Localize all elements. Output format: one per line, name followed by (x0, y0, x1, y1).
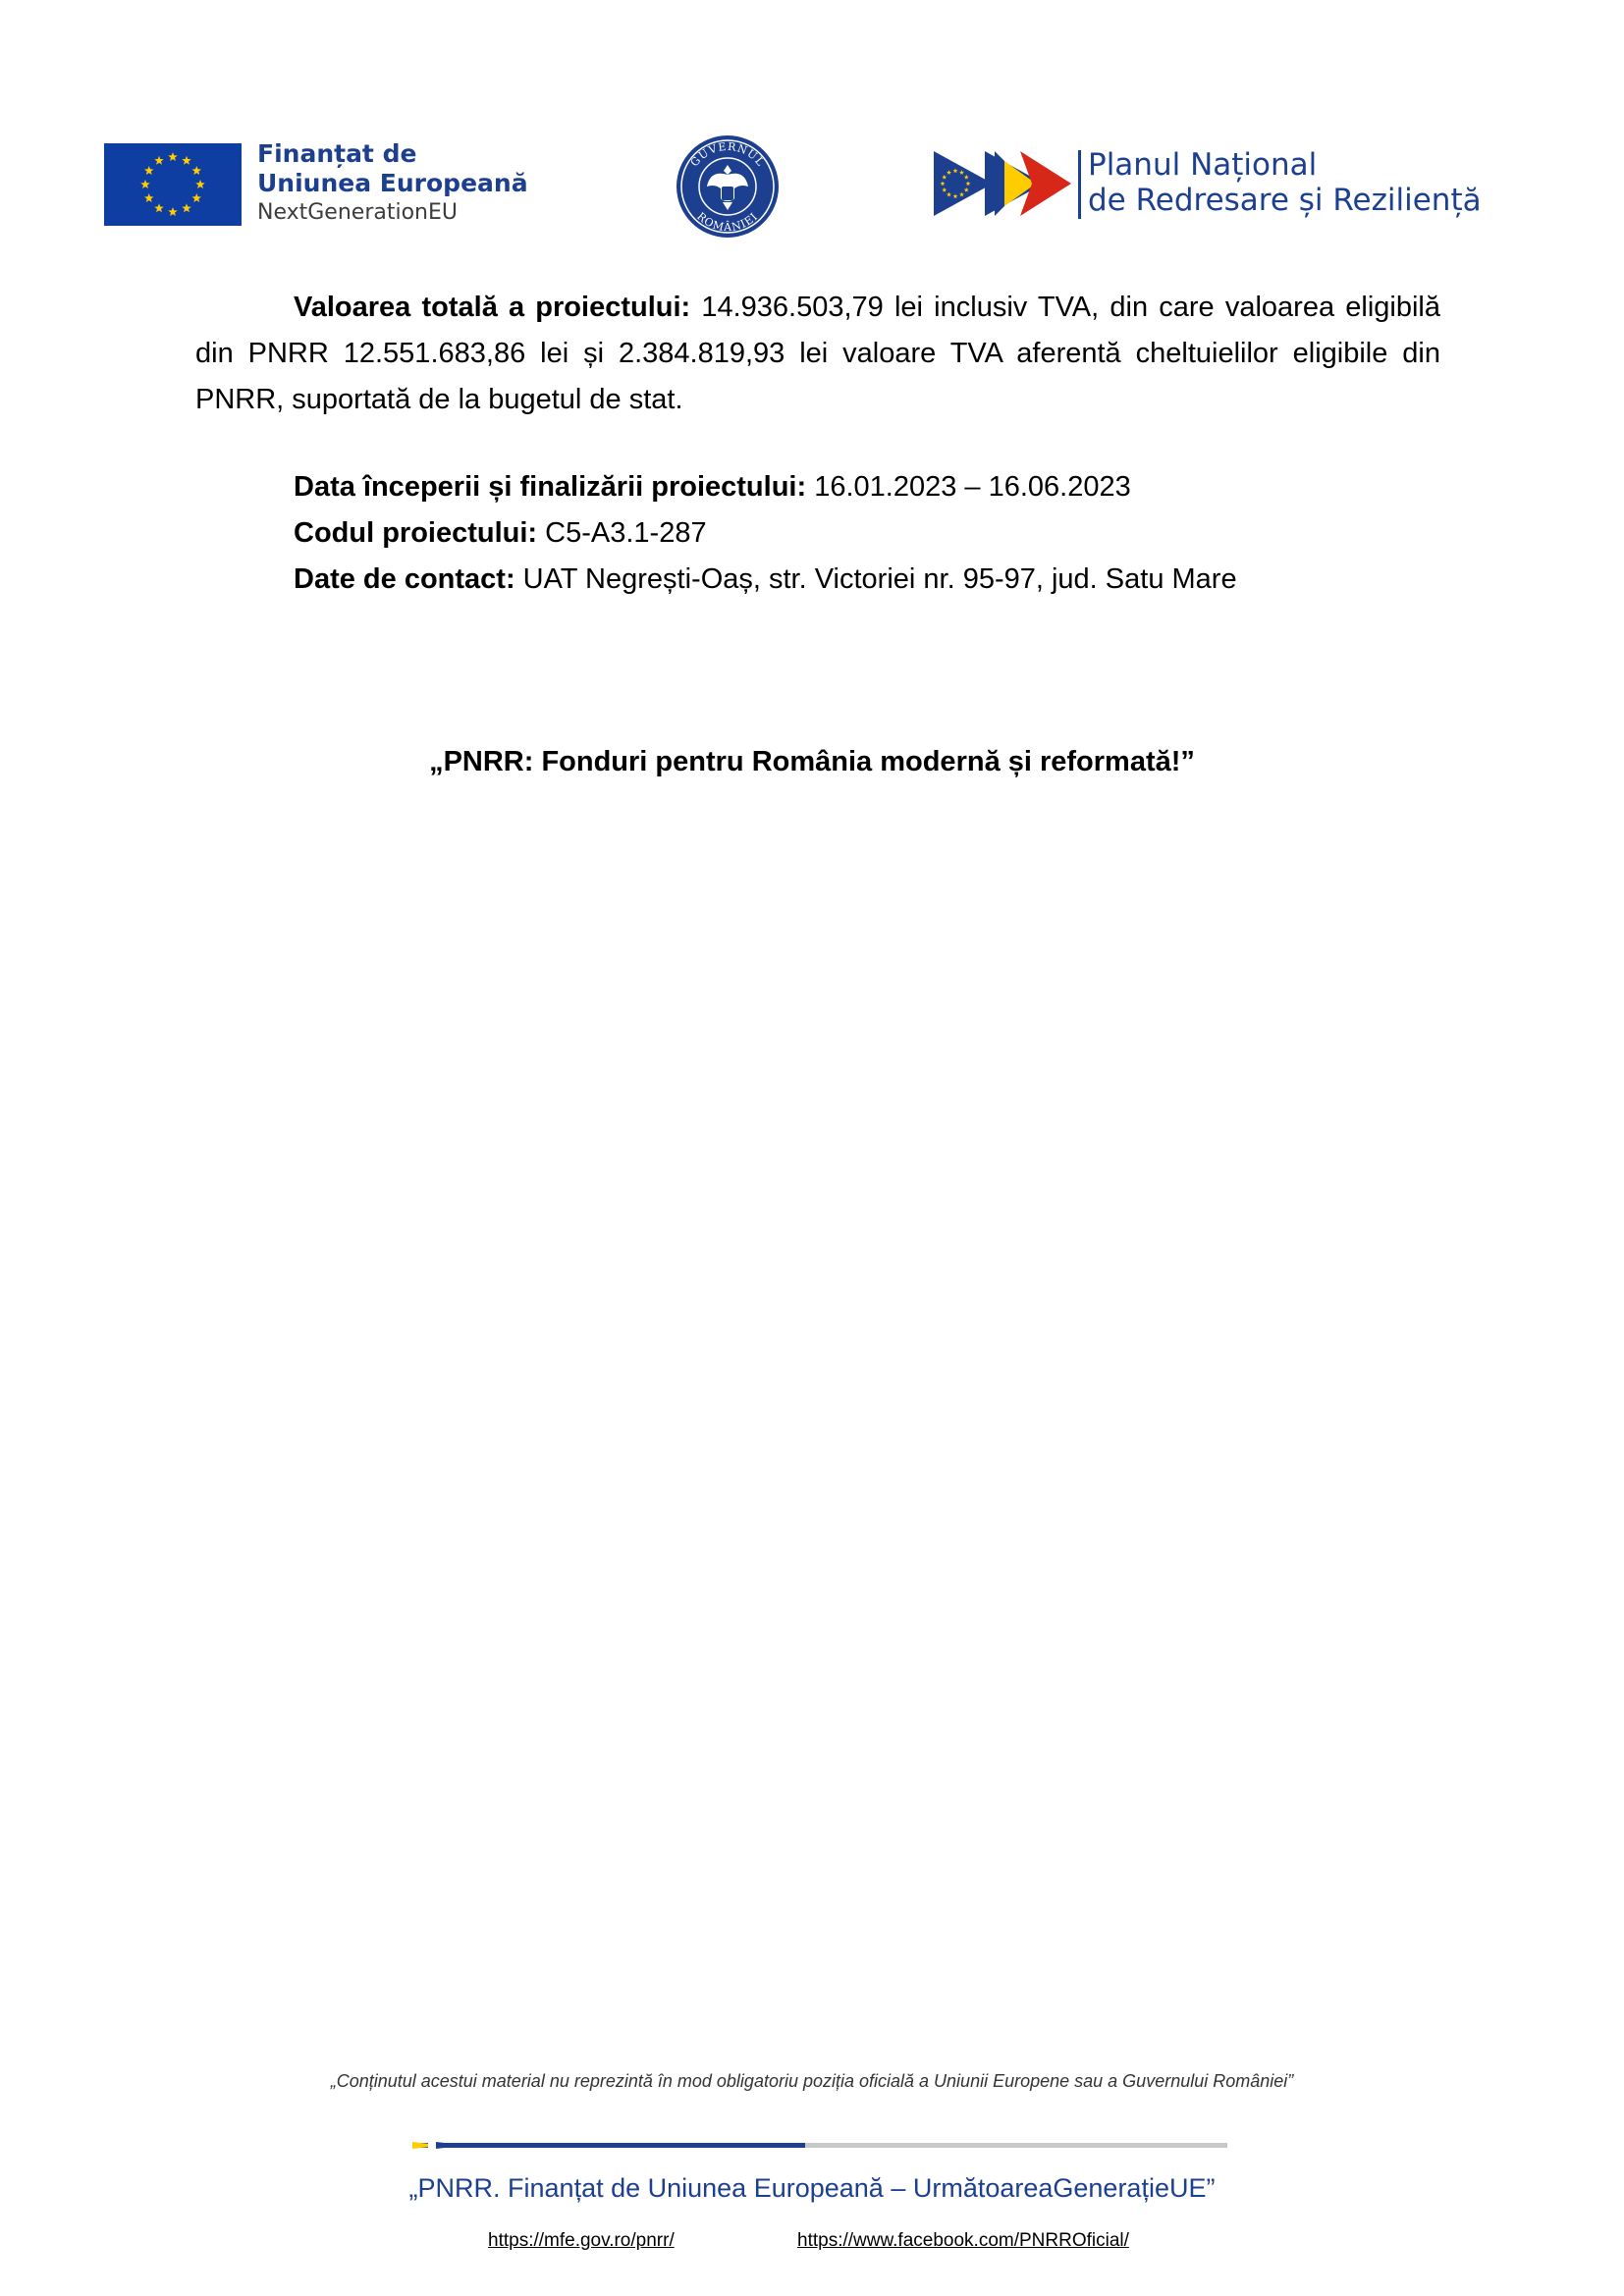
project-code-line (294, 510, 707, 557)
pnrr-slogan: „PNRR: Fonduri pentru România modernă și reformată!” (429, 746, 1195, 777)
star-icon (144, 193, 154, 202)
star-icon (144, 166, 154, 175)
eu-stars-icon (104, 143, 242, 226)
gov-seal-top-text: GUVERNUL (687, 139, 768, 170)
eu-flag-logo (104, 143, 242, 226)
footer-title: „PNRR. Finanțat de Uniunea Europeană – UrmătoareaGenerațieUE” (408, 2173, 1216, 2203)
footer-divider (412, 2136, 1227, 2144)
star-icon (182, 203, 191, 212)
project-dates-line (294, 464, 1131, 510)
project-contact-line (294, 557, 1237, 603)
pnrr-logo-mark (934, 147, 1071, 220)
mfe-pnrr-link[interactable]: https://mfe.gov.ro/pnrr/ (488, 2230, 675, 2251)
facebook-pnrr-link[interactable]: https://www.facebook.com/PNRROficial/ (797, 2230, 1129, 2251)
eu-line-2: Uniunea Europeană (257, 169, 528, 197)
project-code-value: C5-A3.1-287 (537, 517, 707, 549)
star-icon (182, 156, 191, 165)
star-icon (154, 156, 164, 165)
pnrr-line-1: Planul Național (1088, 147, 1318, 183)
project-contact-value: UAT Negrești-Oaș, str. Victoriei nr. 95-97, jud. Satu Mare (514, 563, 1237, 595)
project-contact-label: Date de contact: (294, 563, 515, 595)
eu-line-1: Finanțat de (257, 139, 417, 168)
star-icon (168, 152, 178, 161)
star-icon (154, 203, 164, 212)
footer-disclaimer: „Conținutul acestui material nu reprezintă în mod obligatoriu poziția oficială a Uniunii Europene sau a Guvernului României” (330, 2071, 1294, 2091)
project-dates-label: Data începerii și finalizării proiectului: (294, 471, 807, 503)
project-value-label: Valoarea totală a proiectului: (294, 292, 691, 323)
project-code-label: Codul proiectului: (294, 517, 538, 549)
project-dates-value: 16.01.2023 – 16.06.2023 (806, 471, 1131, 503)
star-icon (195, 180, 205, 188)
eu-funding-text (257, 139, 528, 228)
star-icon (140, 180, 150, 188)
gov-seal-bottom-text: ROMÂNIEI (694, 209, 761, 235)
star-icon (168, 207, 178, 216)
star-icon (191, 193, 201, 202)
government-seal-logo (668, 133, 787, 240)
pnrr-title (1088, 147, 1482, 218)
star-icon (191, 166, 201, 175)
project-value-text: 14.936.503,79 lei inclusiv TVA, din care valoarea eligibilă din PNRR 12.551.683,86 lei și 2.384.819,93 lei valoare TVA aferentă cheltuielilor eligibile din PNRR, suportată de la bugetul de stat. (195, 292, 1440, 415)
eu-line-3: NextGenerationEU (257, 200, 458, 225)
pnrr-divider (1078, 150, 1081, 219)
project-value-paragraph (195, 285, 1440, 423)
pnrr-line-2: de Redresare și Reziliență (1088, 183, 1482, 218)
